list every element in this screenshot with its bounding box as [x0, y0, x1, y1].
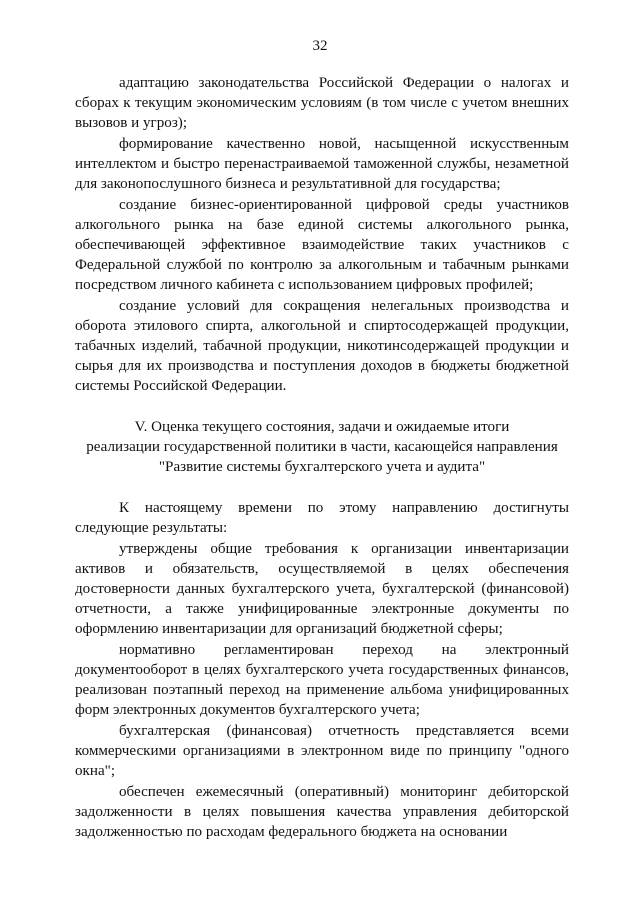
section-heading-line: V. Оценка текущего состояния, задачи и ожидаемые итоги — [134, 419, 510, 435]
paragraph: нормативно регламентирован переход на электронный документооборот в целях бухгалтерского учета государственных финансов, реализован поэтапный переход на применение альбома унифицированных форм электронных документов бухгалтерского учета; — [75, 642, 569, 718]
section-heading-line: реализации государственной политики в части, касающейся направления — [86, 439, 558, 455]
paragraph: адаптацию законодательства Российской Федерации о налогах и сборах к текущим экономическим условиям (в том числе с учетом внешних вызовов и угроз); — [75, 75, 569, 131]
paragraph: бухгалтерская (финансовая) отчетность представляется всеми коммерческими организациями в электронном виде по принципу "одного окна"; — [75, 723, 569, 779]
document-body — [75, 73, 569, 843]
paragraph: создание условий для сокращения нелегальных производства и оборота этилового спирта, алкогольной и спиртосодержащей продукции, табачных изделий, табачной продукции, никотинсодержащей продукции и сырья для их производства и поступления доходов в бюджеты бюджетной системы Российской Федерации. — [75, 298, 569, 394]
paragraph: создание бизнес-ориентированной цифровой среды участников алкогольного рынка на базе единой системы алкогольного рынка, обеспечивающей эффективное взаимодействие таких участников с Федеральной службой по контролю за алкогольным и табачным рынками посредством личного кабинета с использованием цифровых профилей; — [75, 197, 569, 293]
paragraph: обеспечен ежемесячный (оперативный) мониторинг дебиторской задолженности в целях повышения качества управления дебиторской задолженностью по расходам федерального бюджета на основании — [75, 784, 569, 840]
paragraph: утверждены общие требования к организации инвентаризации активов и обязательств, осуществляемой в целях обеспечения достоверности данных бухгалтерского учета, бухгалтерской (финансовой) отчетности, а также унифицированные электронные документы по оформлению инвентаризации для организаций бюджетной сферы; — [75, 541, 569, 637]
paragraph: формирование качественно новой, насыщенной искусственным интеллектом и быстро перенастраиваемой таможенной службы, незаметной для законопослушного бизнеса и результативной для государства; — [75, 136, 569, 192]
section-heading — [75, 417, 569, 477]
section-heading-line: "Развитие системы бухгалтерского учета и аудита" — [158, 459, 486, 475]
page-number: 32 — [312, 38, 328, 54]
paragraph: К настоящему времени по этому направлению достигнуты следующие результаты: — [75, 500, 569, 536]
